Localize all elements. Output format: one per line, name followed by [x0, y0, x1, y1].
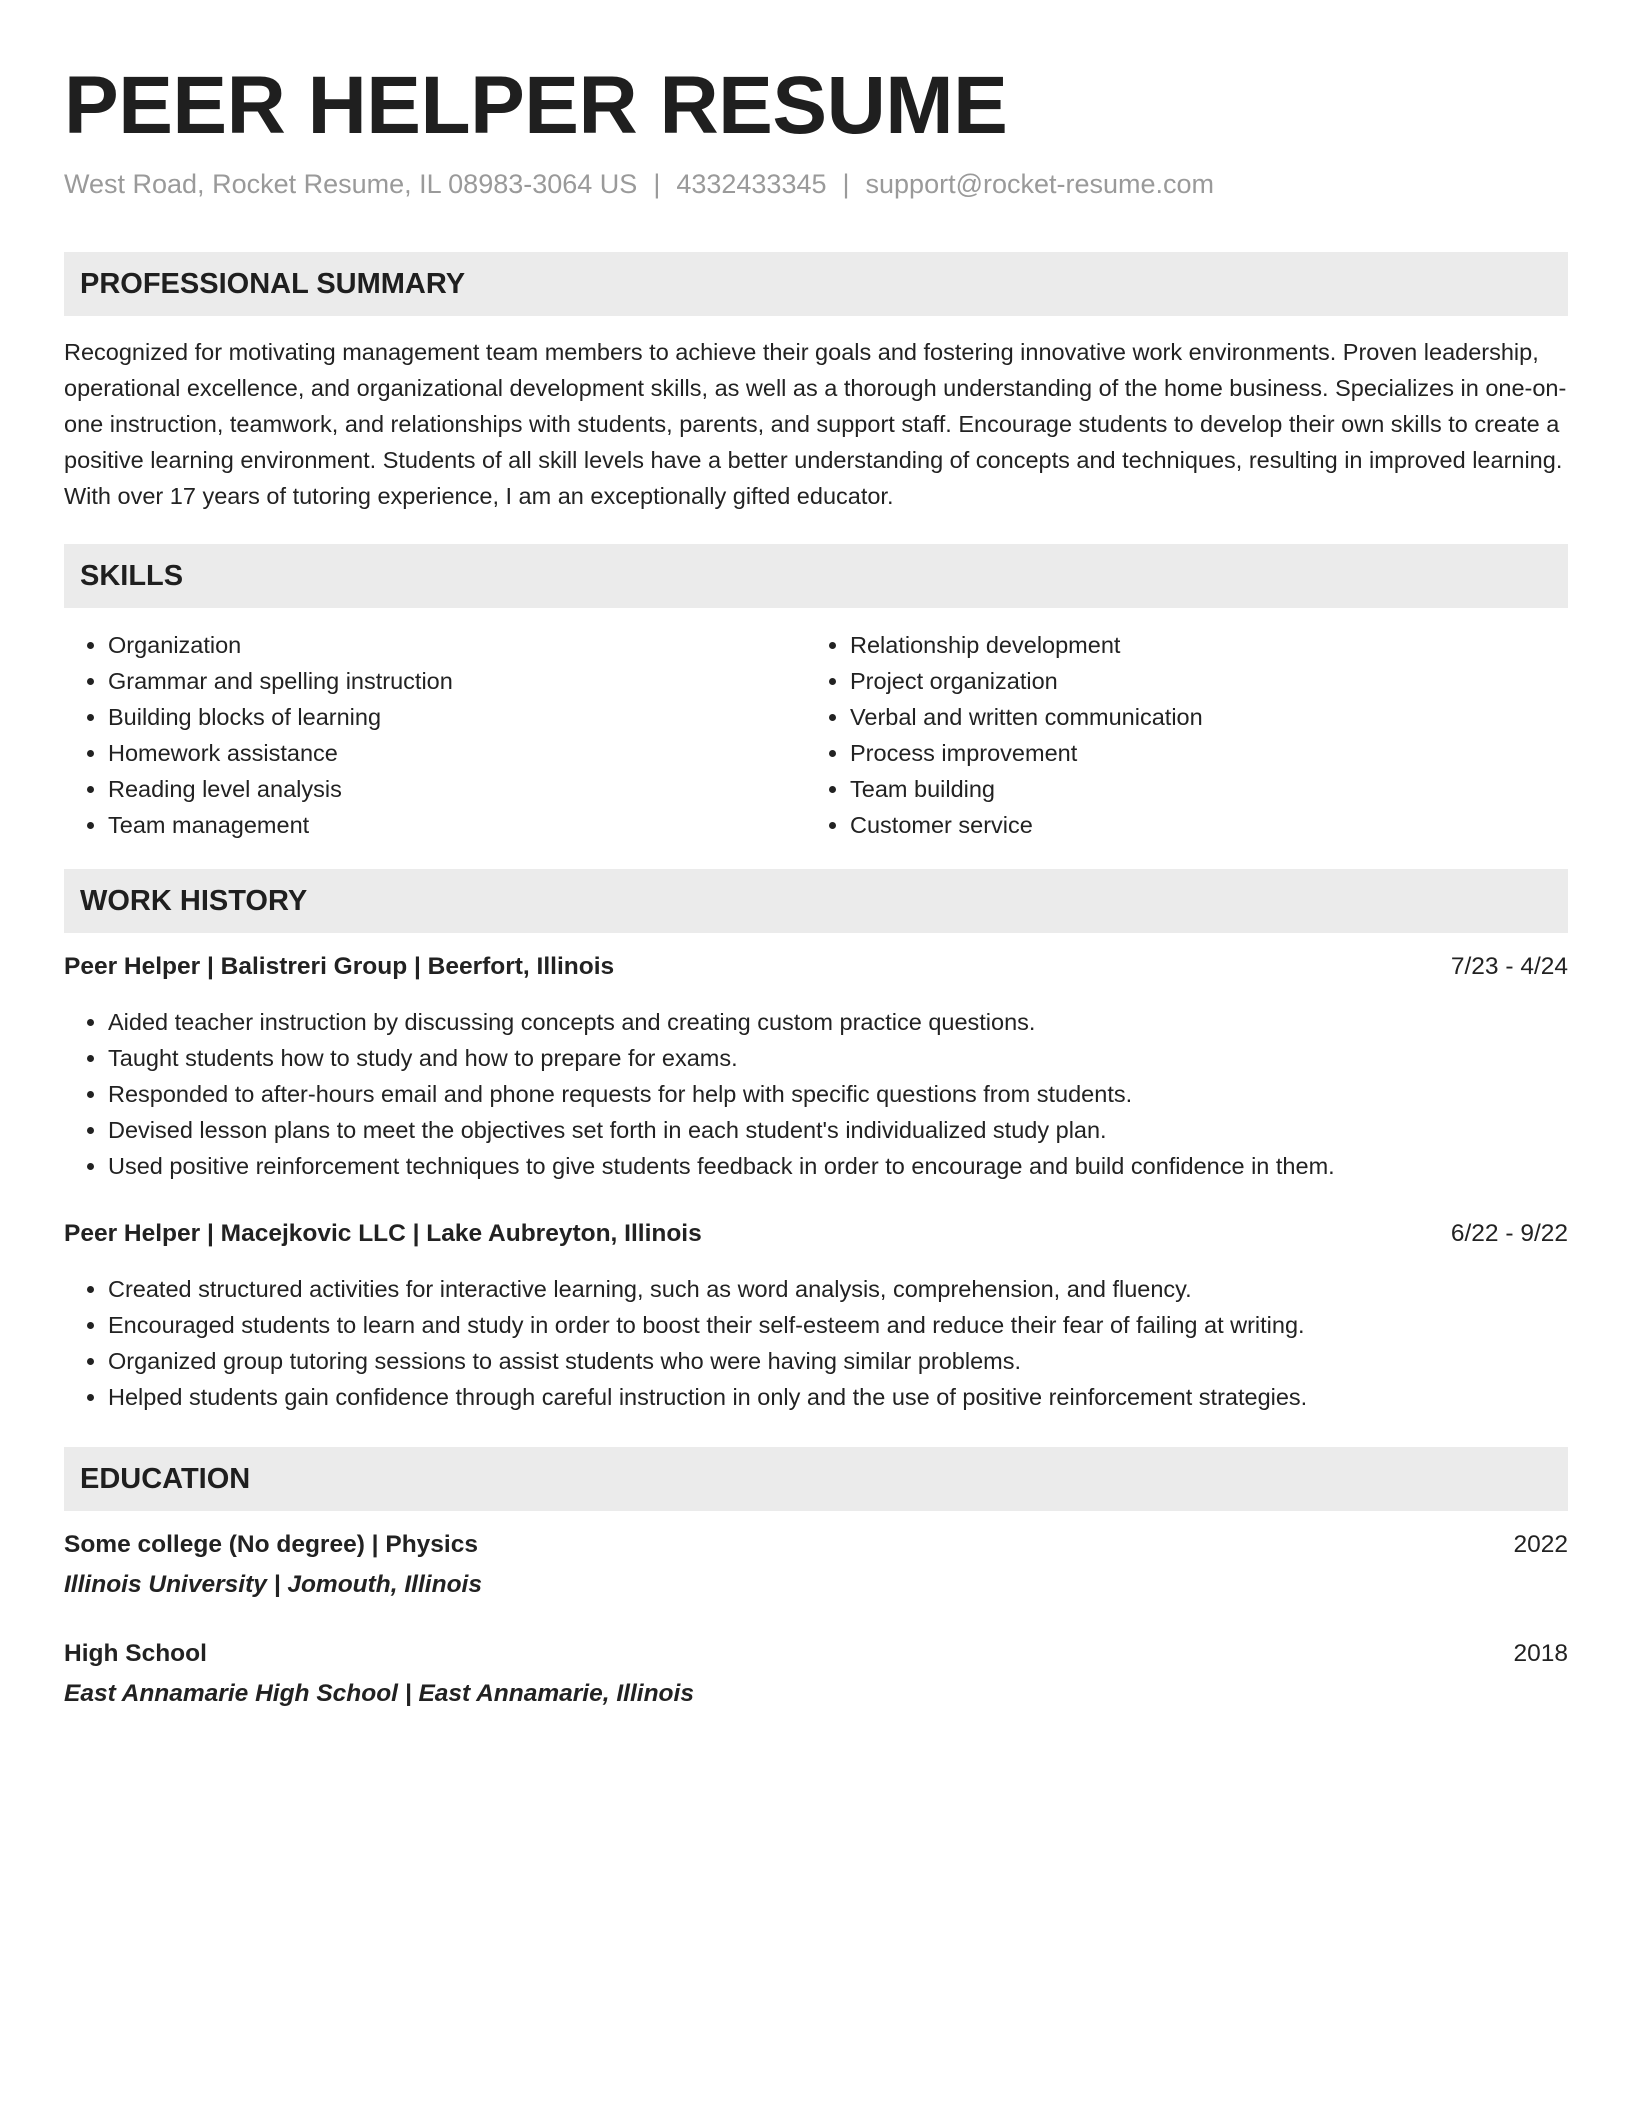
job-bullet: • Used positive reinforcement techniques to give students feedback in order to encourage and build confidence in them.	[108, 1148, 1568, 1184]
section-heading-summary: PROFESSIONAL SUMMARY	[64, 252, 1568, 316]
skill-item: • Customer service	[850, 807, 1548, 843]
section-heading-education: EDUCATION	[64, 1447, 1568, 1511]
job-bullet: • Devised lesson plans to meet the objectives set forth in each student's individualized study plan.	[108, 1112, 1568, 1148]
job-title: Peer Helper | Macejkovic LLC | Lake Aubreyton, Illinois	[64, 1220, 702, 1247]
skills-list-right	[806, 627, 1548, 843]
job-bullet: • Encouraged students to learn and study in order to boost their self-esteem and reduce their fear of failing at writing.	[108, 1307, 1568, 1343]
contact-separator: |	[842, 169, 850, 199]
skills-list-left	[64, 627, 806, 843]
skill-item: • Relationship development	[850, 627, 1548, 663]
skill-item: • Grammar and spelling instruction	[108, 663, 806, 699]
job-bullet: • Created structured activities for interactive learning, such as word analysis, comprehension, and fluency.	[108, 1271, 1568, 1307]
education-degree: Some college (No degree) | Physics	[64, 1531, 478, 1558]
skill-item: • Project organization	[850, 663, 1548, 699]
job-bullet: • Aided teacher instruction by discussing concepts and creating custom practice questions.	[108, 1004, 1568, 1040]
job-bullet: • Helped students gain confidence through careful instruction in only and the use of positive reinforcement strategies.	[108, 1379, 1568, 1415]
job-dates: 6/22 - 9/22	[1450, 1220, 1568, 1247]
skill-item: • Verbal and written communication	[850, 699, 1548, 735]
job-bullet: • Organized group tutoring sessions to assist students who were having similar problems.	[108, 1343, 1568, 1379]
job-bullet: • Responded to after-hours email and phone requests for help with specific questions from students.	[108, 1076, 1568, 1112]
skills-columns	[64, 627, 1568, 843]
skill-item: • Team management	[108, 807, 806, 843]
education-year: 2022	[1513, 1531, 1568, 1558]
job-bullets	[64, 1271, 1568, 1415]
skill-item: • Reading level analysis	[108, 771, 806, 807]
skill-item: • Team building	[850, 771, 1548, 807]
education-school: Illinois University | Jomouth, Illinois	[64, 1571, 482, 1598]
job-bullet: • Taught students how to study and how to prepare for exams.	[108, 1040, 1568, 1076]
skill-item: • Homework assistance	[108, 735, 806, 771]
contact-address: West Road, Rocket Resume, IL 08983-3064 US	[64, 169, 638, 199]
education-year: 2018	[1513, 1640, 1568, 1667]
job-title: Peer Helper | Balistreri Group | Beerfort, Illinois	[64, 953, 615, 980]
section-heading-skills: SKILLS	[64, 544, 1568, 608]
skill-item: • Process improvement	[850, 735, 1548, 771]
job-bullets	[64, 1004, 1568, 1184]
resume-title: PEER HELPER RESUME	[64, 60, 1008, 151]
education-degree: High School	[64, 1640, 207, 1667]
contact-phone: 4332433345	[676, 169, 827, 199]
summary-text: Recognized for motivating management team members to achieve their goals and fostering innovative work environments. Proven leadership, operational excellence, and organizational development skills, as well as a thorough understanding of the home business. Specializes in one-on-one instruction, teamwork, and relationships with students, parents, and support staff. Encourage students to develop their own skills to create a positive learning environment. Students of all skill levels have a better understanding of concepts and techniques, resulting in improved learning. With over 17 years of tutoring experience, I am an exceptionally gifted educator.	[64, 339, 1567, 509]
education-school: East Annamarie High School | East Annamarie, Illinois	[64, 1680, 694, 1707]
job-dates: 7/23 - 4/24	[1450, 953, 1568, 980]
contact-line	[64, 166, 1214, 202]
skill-item: • Building blocks of learning	[108, 699, 806, 735]
contact-separator: |	[653, 169, 661, 199]
skill-item: • Organization	[108, 627, 806, 663]
contact-email: support@rocket-resume.com	[865, 169, 1215, 199]
section-heading-work-history: WORK HISTORY	[64, 869, 1568, 933]
